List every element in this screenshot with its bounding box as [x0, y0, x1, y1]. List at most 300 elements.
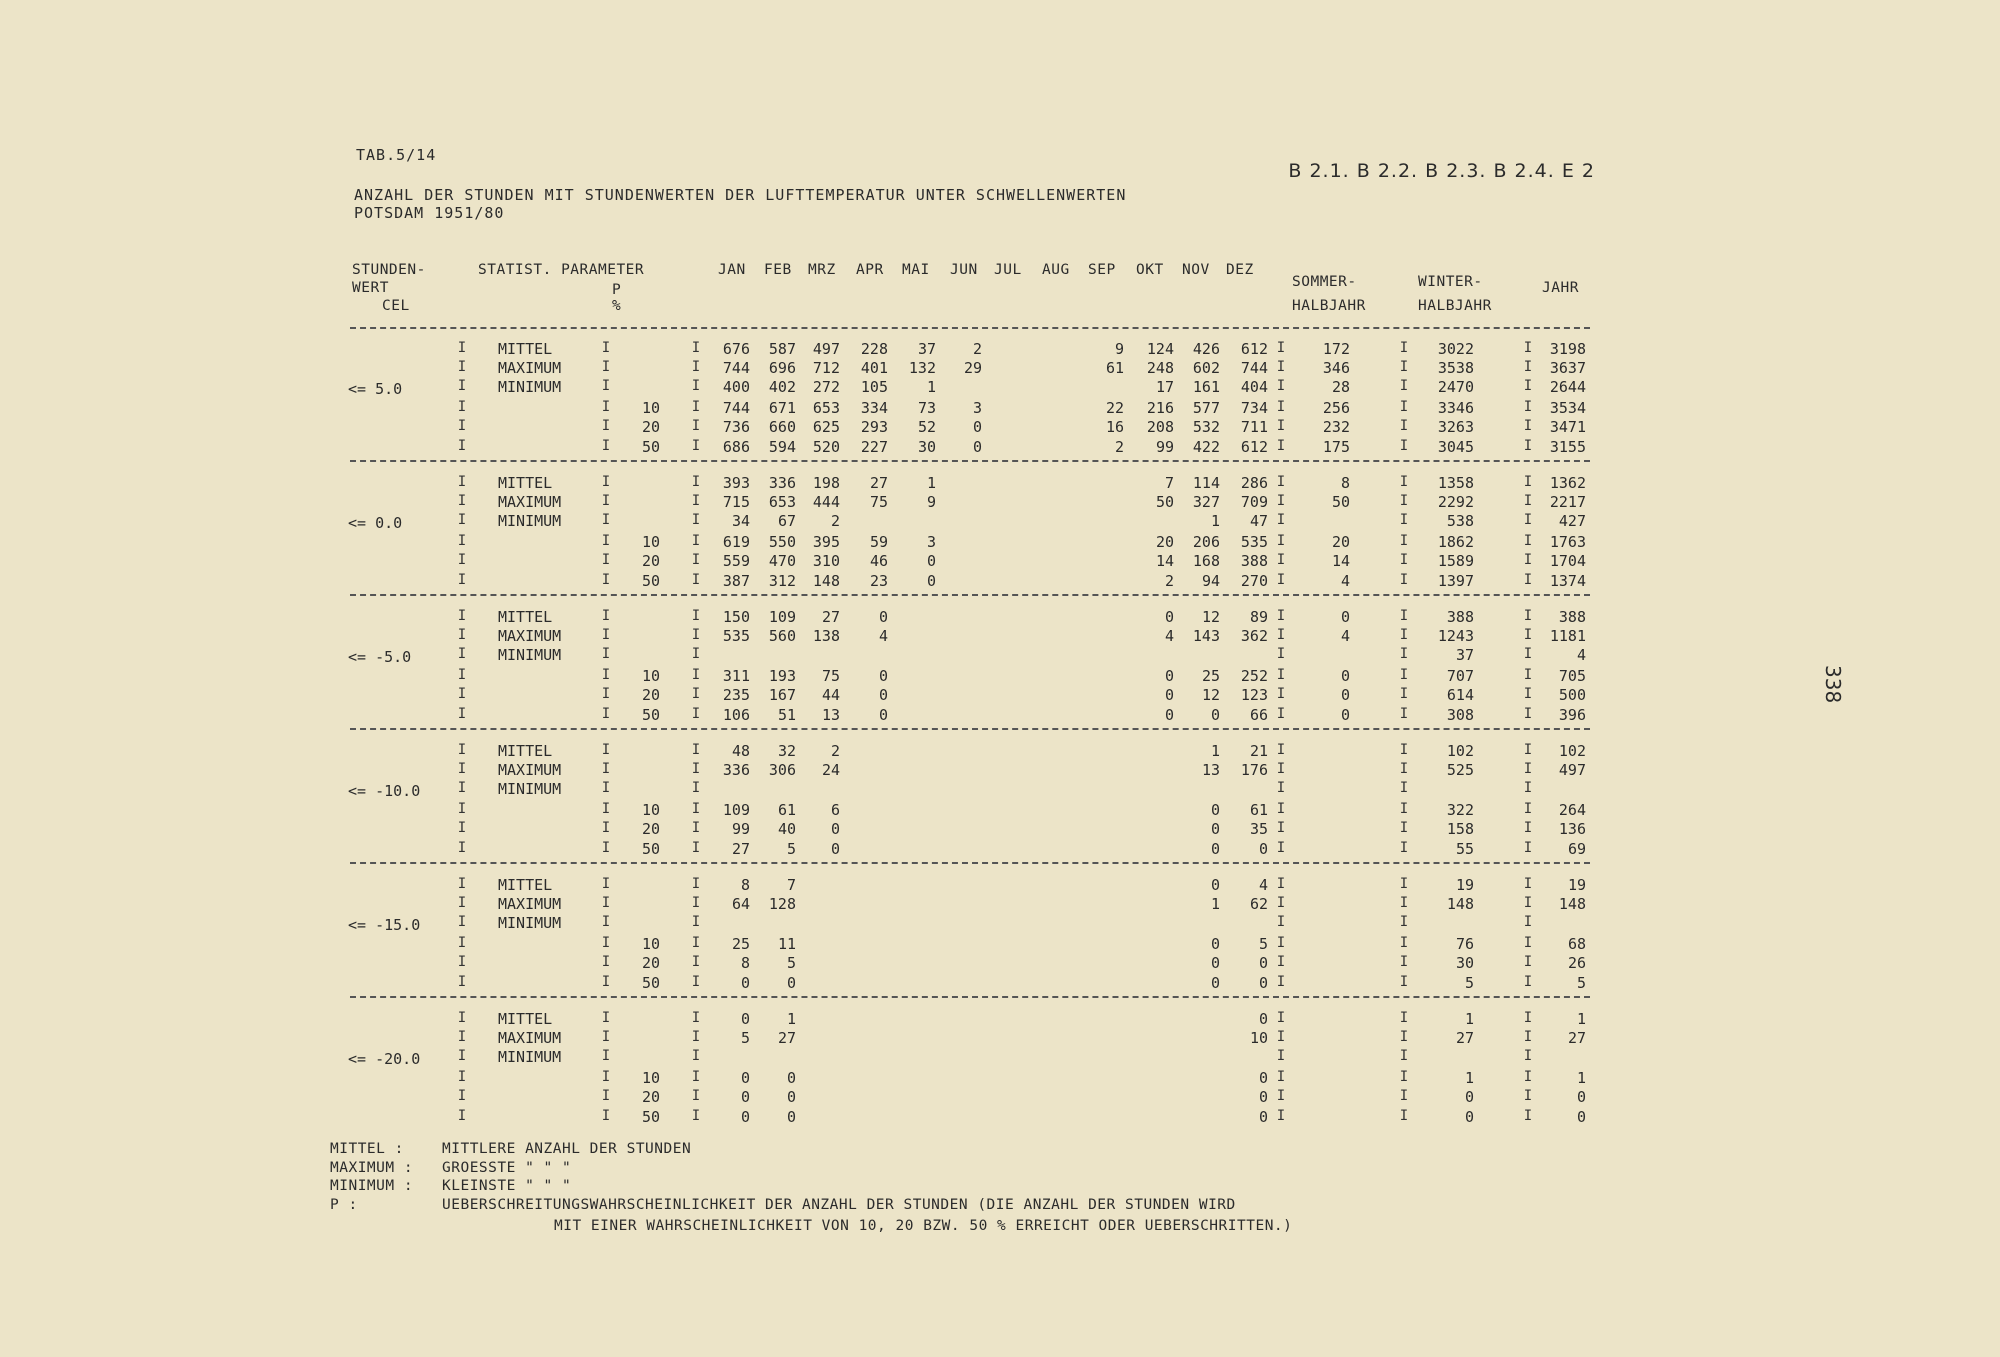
column-divider: I — [691, 1029, 701, 1045]
p-value: 20 — [641, 552, 660, 570]
column-divider: I — [1523, 820, 1533, 836]
cell-feb: 550 — [768, 533, 796, 551]
p-value: 10 — [641, 935, 660, 953]
cell-jahr: 705 — [1558, 667, 1586, 685]
column-divider: I — [457, 1029, 467, 1045]
cell-jahr: 1704 — [1549, 552, 1586, 570]
cell-dez: 744 — [1240, 359, 1268, 377]
column-divider: I — [601, 974, 611, 990]
column-divider: I — [1276, 686, 1286, 702]
column-divider: I — [601, 399, 611, 415]
cell-feb: 306 — [768, 761, 796, 779]
cell-feb: 11 — [777, 935, 796, 953]
cell-winter: 1589 — [1437, 552, 1474, 570]
cell-sommer: 4 — [1340, 572, 1350, 590]
cell-mrz: 138 — [812, 627, 840, 645]
cell-sommer: 8 — [1340, 474, 1350, 492]
cell-jahr: 4 — [1576, 646, 1586, 664]
column-divider: I — [1523, 1010, 1533, 1026]
column-divider: I — [1523, 493, 1533, 509]
cell-sep: 9 — [1114, 340, 1124, 358]
cell-nov: 12 — [1201, 608, 1220, 626]
column-divider: I — [1399, 820, 1409, 836]
column-divider: I — [1399, 742, 1409, 758]
cell-sommer: 14 — [1331, 552, 1350, 570]
column-divider: I — [457, 742, 467, 758]
cell-mrz: 44 — [821, 686, 840, 704]
cell-nov: 327 — [1192, 493, 1220, 511]
cell-jahr: 26 — [1567, 954, 1586, 972]
column-divider: I — [1523, 1069, 1533, 1085]
column-divider: I — [691, 974, 701, 990]
cell-feb: 470 — [768, 552, 796, 570]
p-value: 50 — [641, 974, 660, 992]
cell-nov: 0 — [1210, 706, 1220, 724]
col-header-sommer-1: SOMMER- — [1292, 274, 1357, 290]
column-divider: I — [1276, 533, 1286, 549]
cell-dez: 61 — [1249, 801, 1268, 819]
column-divider: I — [457, 801, 467, 817]
col-header-winter-2: HALBJAHR — [1418, 298, 1492, 314]
column-divider: I — [1523, 608, 1533, 624]
column-divider: I — [1399, 1010, 1409, 1026]
cell-sep: 16 — [1105, 418, 1124, 436]
column-divider: I — [601, 418, 611, 434]
cell-dez: 21 — [1249, 742, 1268, 760]
col-header-month-nov: NOV — [1182, 262, 1210, 278]
column-divider: I — [457, 627, 467, 643]
cell-nov: 0 — [1210, 840, 1220, 858]
column-divider: I — [691, 646, 701, 662]
column-divider: I — [457, 608, 467, 624]
cell-winter: 322 — [1446, 801, 1474, 819]
cell-mrz: 310 — [812, 552, 840, 570]
legend-entry — [330, 1141, 691, 1157]
column-divider: I — [691, 914, 701, 930]
column-divider: I — [691, 359, 701, 375]
column-divider: I — [1399, 646, 1409, 662]
cell-okt: 248 — [1146, 359, 1174, 377]
cell-jahr: 68 — [1567, 935, 1586, 953]
cell-nov: 0 — [1210, 801, 1220, 819]
cell-feb: 671 — [768, 399, 796, 417]
column-divider: I — [1523, 359, 1533, 375]
cell-sep: 2 — [1114, 438, 1124, 456]
cell-okt: 7 — [1164, 474, 1174, 492]
col-header-month-apr: APR — [856, 262, 884, 278]
cell-winter: 37 — [1455, 646, 1474, 664]
col-header-jahr: JAHR — [1542, 280, 1579, 296]
cell-mrz: 2 — [830, 742, 840, 760]
column-divider: I — [691, 533, 701, 549]
column-divider: I — [601, 820, 611, 836]
cell-apr: 0 — [878, 667, 888, 685]
cell-dez: 711 — [1240, 418, 1268, 436]
cell-winter: 0 — [1464, 1088, 1474, 1106]
p-value: 10 — [641, 533, 660, 551]
p-value: 10 — [641, 1069, 660, 1087]
column-divider: I — [1523, 1029, 1533, 1045]
p-value: 50 — [641, 572, 660, 590]
column-divider: I — [457, 552, 467, 568]
cell-mai: 52 — [917, 418, 936, 436]
param-label: MINIMUM — [498, 914, 562, 932]
param-label: MAXIMUM — [498, 359, 562, 377]
column-divider: I — [1523, 686, 1533, 702]
cell-jahr: 5 — [1576, 974, 1586, 992]
cell-nov: 94 — [1201, 572, 1220, 590]
cell-winter: 525 — [1446, 761, 1474, 779]
legend-key: MINIMUM : — [330, 1178, 414, 1194]
column-divider: I — [457, 974, 467, 990]
column-divider: I — [1399, 686, 1409, 702]
threshold-label: <= -10.0 — [348, 782, 421, 800]
cell-sommer: 0 — [1340, 608, 1350, 626]
cell-apr: 4 — [878, 627, 888, 645]
cell-jahr: 1181 — [1549, 627, 1586, 645]
column-divider: I — [691, 742, 701, 758]
cell-mrz: 444 — [812, 493, 840, 511]
column-divider: I — [601, 742, 611, 758]
column-divider: I — [1276, 780, 1286, 796]
legend-key: MAXIMUM : — [330, 1160, 414, 1176]
column-divider: I — [691, 493, 701, 509]
threshold-label: <= 0.0 — [348, 514, 403, 532]
cell-feb: 109 — [768, 608, 796, 626]
cell-jan: 27 — [731, 840, 750, 858]
cell-nov: 1 — [1210, 742, 1220, 760]
column-divider: I — [1276, 974, 1286, 990]
column-divider: I — [457, 533, 467, 549]
p-value: 20 — [641, 820, 660, 838]
cell-jan: 676 — [722, 340, 750, 358]
cell-feb: 0 — [786, 974, 796, 992]
p-value: 20 — [641, 954, 660, 972]
cell-nov: 426 — [1192, 340, 1220, 358]
cell-mrz: 0 — [830, 840, 840, 858]
cell-sommer: 232 — [1322, 418, 1350, 436]
param-label: MINIMUM — [498, 646, 562, 664]
cell-mai: 132 — [908, 359, 936, 377]
cell-nov: 13 — [1201, 761, 1220, 779]
cell-nov: 0 — [1210, 876, 1220, 894]
col-header-month-sep: SEP — [1088, 262, 1116, 278]
column-divider: I — [457, 418, 467, 434]
cell-dez: 47 — [1249, 512, 1268, 530]
cell-winter: 3346 — [1437, 399, 1474, 417]
cell-feb: 660 — [768, 418, 796, 436]
column-divider: I — [691, 706, 701, 722]
column-divider: I — [1276, 340, 1286, 356]
column-divider: I — [1276, 399, 1286, 415]
cell-feb: 32 — [777, 742, 796, 760]
col-header-month-dez: DEZ — [1226, 262, 1254, 278]
column-divider: I — [1523, 914, 1533, 930]
cell-jan: 106 — [722, 706, 750, 724]
column-divider: I — [1276, 474, 1286, 490]
column-divider: I — [601, 646, 611, 662]
column-divider: I — [1276, 706, 1286, 722]
column-divider: I — [457, 935, 467, 951]
cell-nov: 206 — [1192, 533, 1220, 551]
cell-winter: 76 — [1455, 935, 1474, 953]
column-divider: I — [457, 1088, 467, 1104]
cell-jan: 150 — [722, 608, 750, 626]
cell-feb: 27 — [777, 1029, 796, 1047]
row-separator — [350, 996, 1590, 998]
cell-nov: 12 — [1201, 686, 1220, 704]
cell-dez: 0 — [1258, 1088, 1268, 1106]
column-divider: I — [601, 512, 611, 528]
cell-dez: 270 — [1240, 572, 1268, 590]
column-divider: I — [1399, 474, 1409, 490]
column-divider: I — [691, 1108, 701, 1124]
param-label: MINIMUM — [498, 378, 562, 396]
col-header-param: STATIST. PARAMETER — [478, 262, 645, 278]
param-label: MITTEL — [498, 876, 553, 894]
legend-text: UEBERSCHREITUNGSWAHRSCHEINLICHKEIT DER ANZAHL DER STUNDEN (DIE ANZAHL DER STUNDEN WIRD — [442, 1197, 1236, 1213]
column-divider: I — [1523, 840, 1533, 856]
cell-dez: 0 — [1258, 954, 1268, 972]
cell-mrz: 653 — [812, 399, 840, 417]
cell-jan: 99 — [731, 820, 750, 838]
cell-okt: 50 — [1155, 493, 1174, 511]
cell-nov: 168 — [1192, 552, 1220, 570]
cell-dez: 286 — [1240, 474, 1268, 492]
column-divider: I — [601, 533, 611, 549]
cell-apr: 46 — [869, 552, 888, 570]
param-label: MITTEL — [498, 1010, 553, 1028]
cell-jan: 0 — [740, 974, 750, 992]
page-number: 338 — [1821, 665, 1845, 704]
cell-winter: 30 — [1455, 954, 1474, 972]
column-divider: I — [457, 667, 467, 683]
column-divider: I — [1399, 572, 1409, 588]
cell-jan: 48 — [731, 742, 750, 760]
p-value: 50 — [641, 1108, 660, 1126]
column-divider: I — [601, 895, 611, 911]
cell-feb: 696 — [768, 359, 796, 377]
col-header-month-jun: JUN — [950, 262, 978, 278]
p-value: 10 — [641, 801, 660, 819]
col-header-p-unit: % — [612, 298, 622, 314]
cell-jan: 387 — [722, 572, 750, 590]
column-divider: I — [1523, 1108, 1533, 1124]
cell-feb: 402 — [768, 378, 796, 396]
cell-feb: 0 — [786, 1088, 796, 1106]
cell-sommer: 175 — [1322, 438, 1350, 456]
cell-winter: 158 — [1446, 820, 1474, 838]
column-divider: I — [691, 876, 701, 892]
threshold-label: <= -20.0 — [348, 1050, 421, 1068]
column-divider: I — [601, 1029, 611, 1045]
column-divider: I — [601, 840, 611, 856]
column-divider: I — [1523, 667, 1533, 683]
cell-winter: 388 — [1446, 608, 1474, 626]
cell-feb: 594 — [768, 438, 796, 456]
column-divider: I — [601, 552, 611, 568]
column-divider: I — [1276, 1108, 1286, 1124]
column-divider: I — [601, 761, 611, 777]
column-divider: I — [457, 1069, 467, 1085]
cell-jan: 8 — [740, 954, 750, 972]
param-label: MAXIMUM — [498, 761, 562, 779]
cell-jahr: 500 — [1558, 686, 1586, 704]
cell-okt: 0 — [1164, 608, 1174, 626]
cell-mrz: 24 — [821, 761, 840, 779]
column-divider: I — [457, 1010, 467, 1026]
column-divider: I — [601, 1010, 611, 1026]
column-divider: I — [457, 493, 467, 509]
cell-dez: 404 — [1240, 378, 1268, 396]
column-divider: I — [1523, 954, 1533, 970]
column-divider: I — [1276, 914, 1286, 930]
cell-jan: 744 — [722, 359, 750, 377]
param-label: MINIMUM — [498, 1048, 562, 1066]
cell-jahr: 1362 — [1549, 474, 1586, 492]
column-divider: I — [1276, 359, 1286, 375]
column-divider: I — [691, 935, 701, 951]
cell-mrz: 0 — [830, 820, 840, 838]
cell-feb: 5 — [786, 840, 796, 858]
cell-winter: 5 — [1464, 974, 1474, 992]
column-divider: I — [1276, 552, 1286, 568]
classification-code: B 2.1. B 2.2. B 2.3. B 2.4. E 2 — [1288, 160, 1595, 182]
column-divider: I — [691, 780, 701, 796]
cell-jan: 311 — [722, 667, 750, 685]
column-divider: I — [1523, 742, 1533, 758]
cell-feb: 40 — [777, 820, 796, 838]
column-divider: I — [601, 1069, 611, 1085]
column-divider: I — [1399, 378, 1409, 394]
column-divider: I — [691, 1010, 701, 1026]
column-divider: I — [601, 1048, 611, 1064]
cell-dez: 89 — [1249, 608, 1268, 626]
column-divider: I — [601, 954, 611, 970]
column-divider: I — [601, 667, 611, 683]
column-divider: I — [601, 1108, 611, 1124]
param-label: MINIMUM — [498, 780, 562, 798]
column-divider: I — [601, 1088, 611, 1104]
cell-feb: 0 — [786, 1069, 796, 1087]
column-divider: I — [457, 474, 467, 490]
cell-dez: 5 — [1258, 935, 1268, 953]
cell-mai: 1 — [926, 474, 936, 492]
cell-jahr: 3471 — [1549, 418, 1586, 436]
column-divider: I — [691, 438, 701, 454]
cell-mrz: 520 — [812, 438, 840, 456]
cell-dez: 66 — [1249, 706, 1268, 724]
cell-jan: 8 — [740, 876, 750, 894]
column-divider: I — [691, 1069, 701, 1085]
cell-winter: 308 — [1446, 706, 1474, 724]
row-separator — [350, 594, 1590, 596]
column-divider: I — [1523, 935, 1533, 951]
column-divider: I — [691, 840, 701, 856]
legend-text: KLEINSTE " " " — [442, 1178, 572, 1194]
column-divider: I — [1523, 418, 1533, 434]
column-divider: I — [691, 512, 701, 528]
cell-sommer: 256 — [1322, 399, 1350, 417]
cell-feb: 67 — [777, 512, 796, 530]
cell-jahr: 3155 — [1549, 438, 1586, 456]
cell-jan: 736 — [722, 418, 750, 436]
column-divider: I — [601, 378, 611, 394]
column-divider: I — [1399, 954, 1409, 970]
cell-dez: 362 — [1240, 627, 1268, 645]
column-divider: I — [601, 706, 611, 722]
cell-mrz: 497 — [812, 340, 840, 358]
col-header-stundenwert-1: STUNDEN- — [352, 262, 426, 278]
cell-dez: 388 — [1240, 552, 1268, 570]
cell-jan: 0 — [740, 1088, 750, 1106]
cell-mai: 73 — [917, 399, 936, 417]
cell-nov: 143 — [1192, 627, 1220, 645]
cell-feb: 128 — [768, 895, 796, 913]
cell-jun: 3 — [972, 399, 982, 417]
column-divider: I — [1523, 340, 1533, 356]
cell-winter: 1358 — [1437, 474, 1474, 492]
cell-dez: 709 — [1240, 493, 1268, 511]
cell-mai: 0 — [926, 552, 936, 570]
cell-mai: 9 — [926, 493, 936, 511]
column-divider: I — [1523, 533, 1533, 549]
column-divider: I — [1276, 378, 1286, 394]
cell-nov: 0 — [1210, 820, 1220, 838]
cell-mrz: 148 — [812, 572, 840, 590]
cell-sommer: 0 — [1340, 686, 1350, 704]
cell-feb: 193 — [768, 667, 796, 685]
cell-jan: 686 — [722, 438, 750, 456]
column-divider: I — [1276, 1069, 1286, 1085]
cell-dez: 0 — [1258, 1010, 1268, 1028]
cell-jahr: 2217 — [1549, 493, 1586, 511]
cell-apr: 227 — [860, 438, 888, 456]
cell-jahr: 2644 — [1549, 378, 1586, 396]
legend-entry — [330, 1197, 1236, 1213]
column-divider: I — [1276, 1088, 1286, 1104]
cell-okt: 14 — [1155, 552, 1174, 570]
column-divider: I — [457, 646, 467, 662]
cell-feb: 7 — [786, 876, 796, 894]
column-divider: I — [1399, 706, 1409, 722]
cell-winter: 19 — [1455, 876, 1474, 894]
cell-dez: 4 — [1258, 876, 1268, 894]
col-header-stundenwert-2: WERT — [352, 280, 389, 296]
cell-mrz: 272 — [812, 378, 840, 396]
cell-winter: 148 — [1446, 895, 1474, 913]
legend-entry — [330, 1178, 571, 1194]
column-divider: I — [691, 572, 701, 588]
column-divider: I — [1276, 608, 1286, 624]
cell-dez: 535 — [1240, 533, 1268, 551]
cell-winter: 2470 — [1437, 378, 1474, 396]
column-divider: I — [601, 627, 611, 643]
column-divider: I — [1523, 378, 1533, 394]
column-divider: I — [1523, 706, 1533, 722]
column-divider: I — [601, 935, 611, 951]
cell-jan: 0 — [740, 1069, 750, 1087]
col-header-month-jan: JAN — [718, 262, 746, 278]
param-label: MINIMUM — [498, 512, 562, 530]
cell-jun: 0 — [972, 418, 982, 436]
column-divider: I — [601, 801, 611, 817]
column-divider: I — [1399, 399, 1409, 415]
column-divider: I — [691, 801, 701, 817]
param-label: MITTEL — [498, 742, 553, 760]
column-divider: I — [1399, 840, 1409, 856]
cell-mai: 0 — [926, 572, 936, 590]
